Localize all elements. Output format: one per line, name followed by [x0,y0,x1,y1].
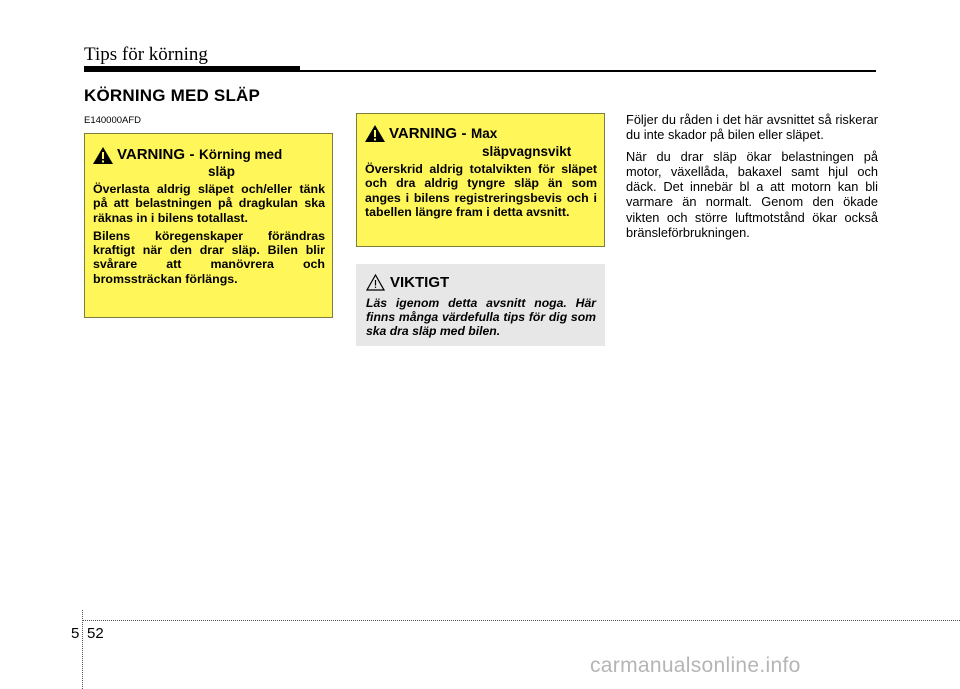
warning-subtitle-1: Körning med [198,147,283,162]
warning-triangle-icon [364,124,386,143]
header-rule-thin [300,70,876,72]
note-title: VIKTIGT [390,274,450,291]
warning-dash: - [189,146,195,163]
chapter-number: 5 [71,625,80,642]
section-title: KÖRNING MED SLÄP [84,86,261,105]
warning-body [93,182,325,290]
warning-body [365,162,597,223]
watermark: carmanualsonline.info [590,654,801,677]
section-code: E140000AFD [84,115,142,126]
warning-triangle-icon [92,146,114,165]
warning-box-towing [84,133,333,318]
footer-horizontal-rule [82,620,960,621]
body-paragraph: När du drar släp ökar belastningen på motor, växellåda, bakaxel samt hjul och däck. Det innebär bl a att motorn kan bli varmare än normalt. Genom den ökade vikten och större luftmotstånd ökar också bränsleförbrukningen. [626,148,878,241]
warning-paragraph: Överlasta aldrig släpet och/eller tänk på att belastningen på dragkulan ska räknas in i bilens totallast. [93,182,325,225]
warning-paragraph: Bilens köregenskaper förändras kraftigt när den drar släp. Bilen blir svårare att manövrera och bromssträckan förlängs. [93,228,325,286]
warning-dash: - [461,125,467,142]
warning-word: VARNING [117,146,186,163]
body-paragraph: Följer du råden i det här avsnittet så riskerar du inte skador på bilen eller släpet. [626,112,878,143]
warning-word: VARNING [389,125,458,142]
header-rule-thick [84,66,300,72]
warning-box-max-weight [356,113,605,247]
note-box [356,264,605,346]
page-number: 52 [87,625,104,642]
warning-subtitle-2: släpvagnsvikt [482,144,572,159]
header-title: Tips för körning [84,44,208,65]
note-text: Läs igenom detta avsnitt noga. Här finns många värdefulla tips för dig som ska dra släp med bilen. [366,296,596,338]
footer-vertical-rule [82,610,83,689]
warning-paragraph: Överskrid aldrig totalvikten för släpet och dra aldrig tyngre släp än som anges i bilens registreringsbevis och i tabellen längre fram i detta avsnitt. [365,162,597,219]
warning-subtitle-1: Max [470,126,498,141]
warning-subtitle-2: släp [208,164,236,179]
caution-triangle-icon [366,274,385,291]
body-text-column [626,112,878,246]
